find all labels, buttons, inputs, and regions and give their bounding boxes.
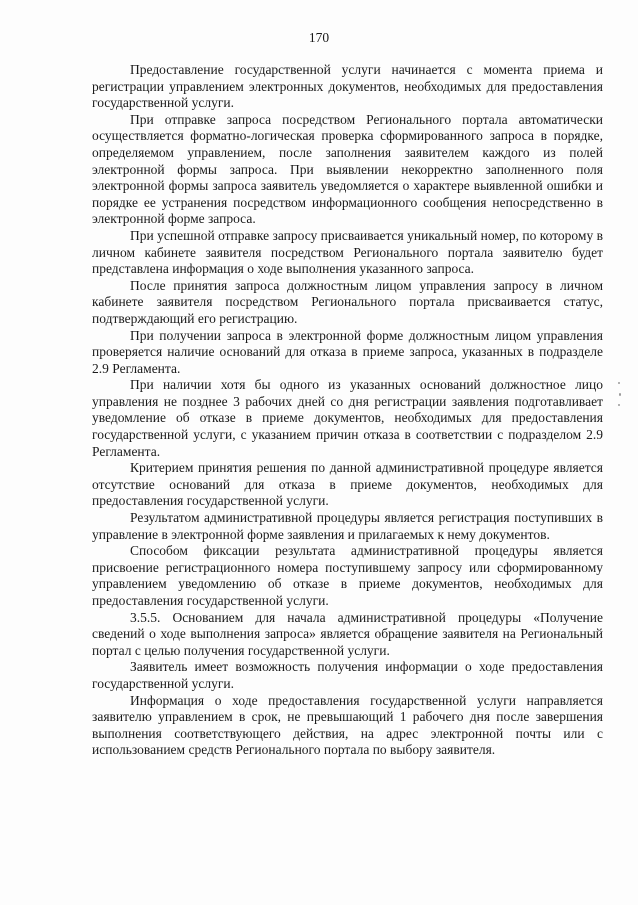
scan-speck — [618, 404, 620, 406]
paragraph: Результатом административной процедуры является регистрация поступивших в управление в электронной форме заявления и прилагаемых к нему документов. — [92, 510, 603, 542]
paragraph: Информация о ходе предоставления государственной услуги направляется заявителю управлением в срок, не превышающий 1 рабочего дня после завершения выполнения соответствующего действия, на адрес электронной почты или с использованием средств Регионального портала по выбору заявителя. — [92, 692, 603, 758]
page-number: 170 — [308, 30, 330, 45]
paragraph: Критерием принятия решения по данной административной процедуре является отсутствие оснований для отказа в приеме документов, необходимых для предоставления государственной услуги. — [92, 460, 603, 509]
scan-speck — [619, 393, 621, 396]
paragraph: Способом фиксации результата административной процедуры является присвоение регистрационного номера поступившему запросу или сформированному управлением уведомлению об отказе в приеме документов, необходимых для предоставления государственной услуги. — [92, 543, 603, 608]
paragraph: При наличии хотя бы одного из указанных оснований должностное лицо управления не позднее 3 рабочих дней со дня регистрации заявления подготавливает уведомление об отказе в приеме документов, необходимых для предоставления государственной услуги, с указанием причин отказа в соответствии с подразделом 2.9 Регламента. — [92, 377, 603, 459]
scan-speck — [618, 382, 620, 384]
body-text — [92, 62, 603, 759]
paragraph: Заявитель имеет возможность получения информации о ходе предоставления государственной услуги. — [92, 659, 603, 691]
paragraph: 3.5.5. Основанием для начала административной процедуры «Получение сведений о ходе выполнения запроса» является обращение заявителя на Региональный портал с целью получения государственной услуги. — [92, 609, 603, 658]
paragraph: После принятия запроса должностным лицом управления запросу в личном кабинете заявителя посредством Регионального портала присваивается статус, подтверждающий его регистрацию. — [92, 277, 603, 326]
paragraph: При получении запроса в электронной форме должностным лицом управления проверяется наличие оснований для отказа в приеме запроса, указанных в подразделе 2.9 Регламента. — [92, 327, 603, 376]
paragraph: При отправке запроса посредством Регионального портала автоматически осуществляется форматно-логическая проверка сформированного запроса в порядке, определяемом управлением, после заполнения заявителем каждого из полей электронной формы запроса. При выявлении некорректно заполненного поля электронной формы запроса заявитель уведомляется о характере выявленной ошибки и порядке ее устранения посредством информационного сообщения непосредственно в электронной форме запроса. — [92, 111, 603, 227]
paragraph: Предоставление государственной услуги начинается с момента приема и регистрации управлением электронных документов, необходимых для предоставления государственной услуги. — [92, 62, 603, 111]
paragraph: При успешной отправке запросу присваивается уникальный номер, по которому в личном кабинете заявителя посредством Регионального портала заявителю будет представлена информация о ходе выполнения указанного запроса. — [92, 227, 603, 277]
